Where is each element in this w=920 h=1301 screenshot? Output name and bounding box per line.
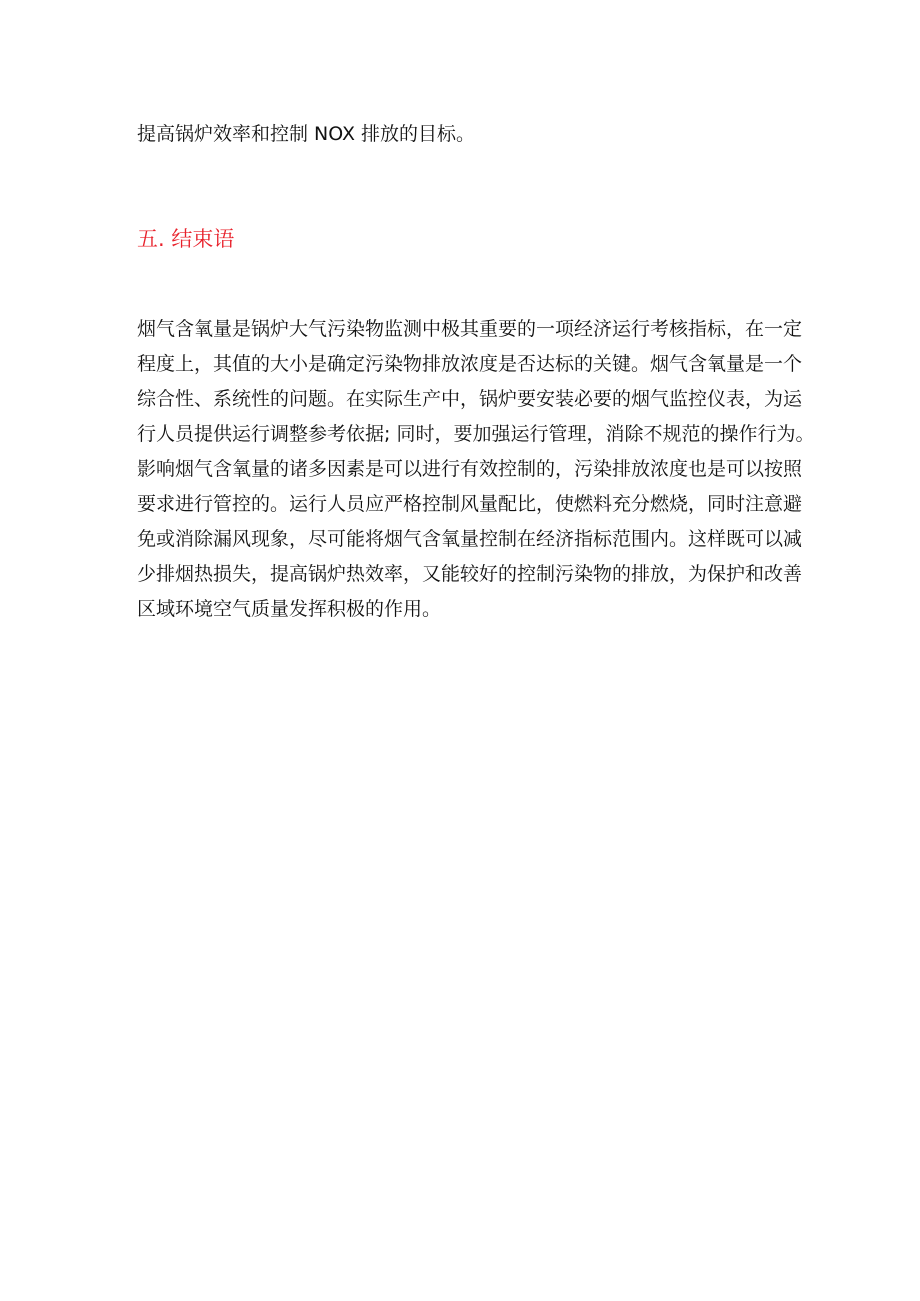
paragraph-line: 少排烟热损失，提高锅炉热效率，又能较好的控制污染物的排放，为保护和改善 (137, 563, 803, 585)
conclusion-paragraph (137, 312, 815, 627)
paragraph-line: 要求进行管控的。运行人员应严格控制风量配比，使燃料充分燃烧，同时注意避 (137, 493, 803, 515)
paragraph-line: 影响烟气含氧量的诸多因素是可以进行有效控制的，污染排放浓度也是可以按照 (137, 458, 803, 480)
paragraph-line: 行人员提供运行调整参考依据; 同时，要加强运行管理，消除不规范的操作行为。 (137, 423, 815, 445)
paragraph-line: 区域环境空气质量发挥积极的作用。 (137, 598, 442, 620)
paragraph-line: 免或消除漏风现象，尽可能将烟气含氧量控制在经济指标范围内。这样既可以减 (137, 528, 803, 550)
paragraph-line: 烟气含氧量是锅炉大气污染物监测中极其重要的一项经济运行考核指标，在一定 (137, 318, 803, 340)
paragraph-line: 程度上，其值的大小是确定污染物排放浓度是否达标的关键。烟气含氧量是一个 (137, 353, 803, 375)
carryover-paragraph-line: 提高锅炉效率和控制 NOX 排放的目标。 (137, 123, 476, 145)
section-heading: 五. 结束语 (137, 227, 235, 251)
paragraph-line: 综合性、系统性的问题。在实际生产中，锅炉要安装必要的烟气监控仪表，为运 (137, 388, 803, 410)
